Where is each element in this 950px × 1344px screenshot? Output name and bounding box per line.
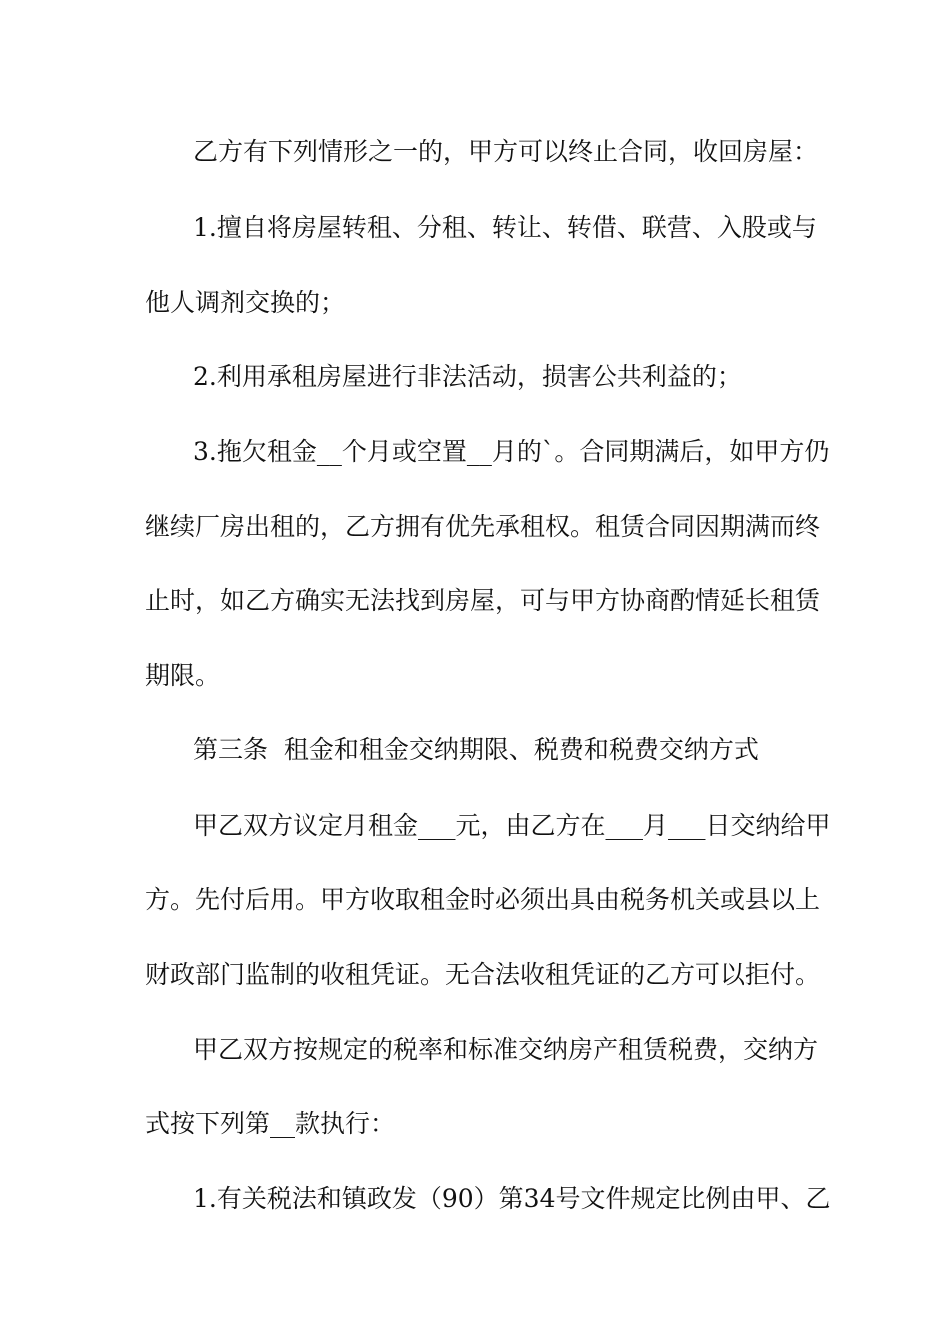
paragraph-line: 止时，如乙方确实无法找到房屋，可与甲方协商酌情延长租赁 bbox=[145, 586, 821, 615]
paragraph-line: 继续厂房出租的，乙方拥有优先承租权。租赁合同因期满而终 bbox=[145, 512, 821, 541]
paragraph-line: 3.拖欠租金__个月或空置__月的`。合同期满后，如甲方仍 bbox=[193, 437, 830, 466]
paragraph-line: 式按下列第__款执行： bbox=[145, 1109, 396, 1138]
paragraph-line: 方。先付后用。甲方收取租金时必须出具由税务机关或县以上 bbox=[145, 885, 821, 914]
paragraph-line: 1.有关税法和镇政发（90）第34号文件规定比例由甲、乙 bbox=[193, 1184, 831, 1213]
paragraph-line: 甲乙双方议定月租金___元，由乙方在___月___日交纳给甲 bbox=[193, 811, 831, 840]
section-heading: 第三条 租金和租金交纳期限、税费和税费交纳方式 bbox=[193, 735, 759, 764]
paragraph-line: 财政部门监制的收租凭证。无合法收租凭证的乙方可以拒付。 bbox=[145, 960, 821, 989]
paragraph-line: 他人调剂交换的； bbox=[145, 288, 346, 317]
paragraph-line: 甲乙双方按规定的税率和标准交纳房产租赁税费，交纳方 bbox=[193, 1035, 819, 1064]
paragraph-line: 乙方有下列情形之一的，甲方可以终止合同，收回房屋： bbox=[193, 137, 819, 166]
paragraph-line: 期限。 bbox=[145, 661, 221, 690]
paragraph-line: 1.擅自将房屋转租、分租、转让、转借、联营、入股或与 bbox=[193, 213, 817, 242]
paragraph-line: 2.利用承租房屋进行非法活动，损害公共利益的； bbox=[193, 362, 742, 391]
